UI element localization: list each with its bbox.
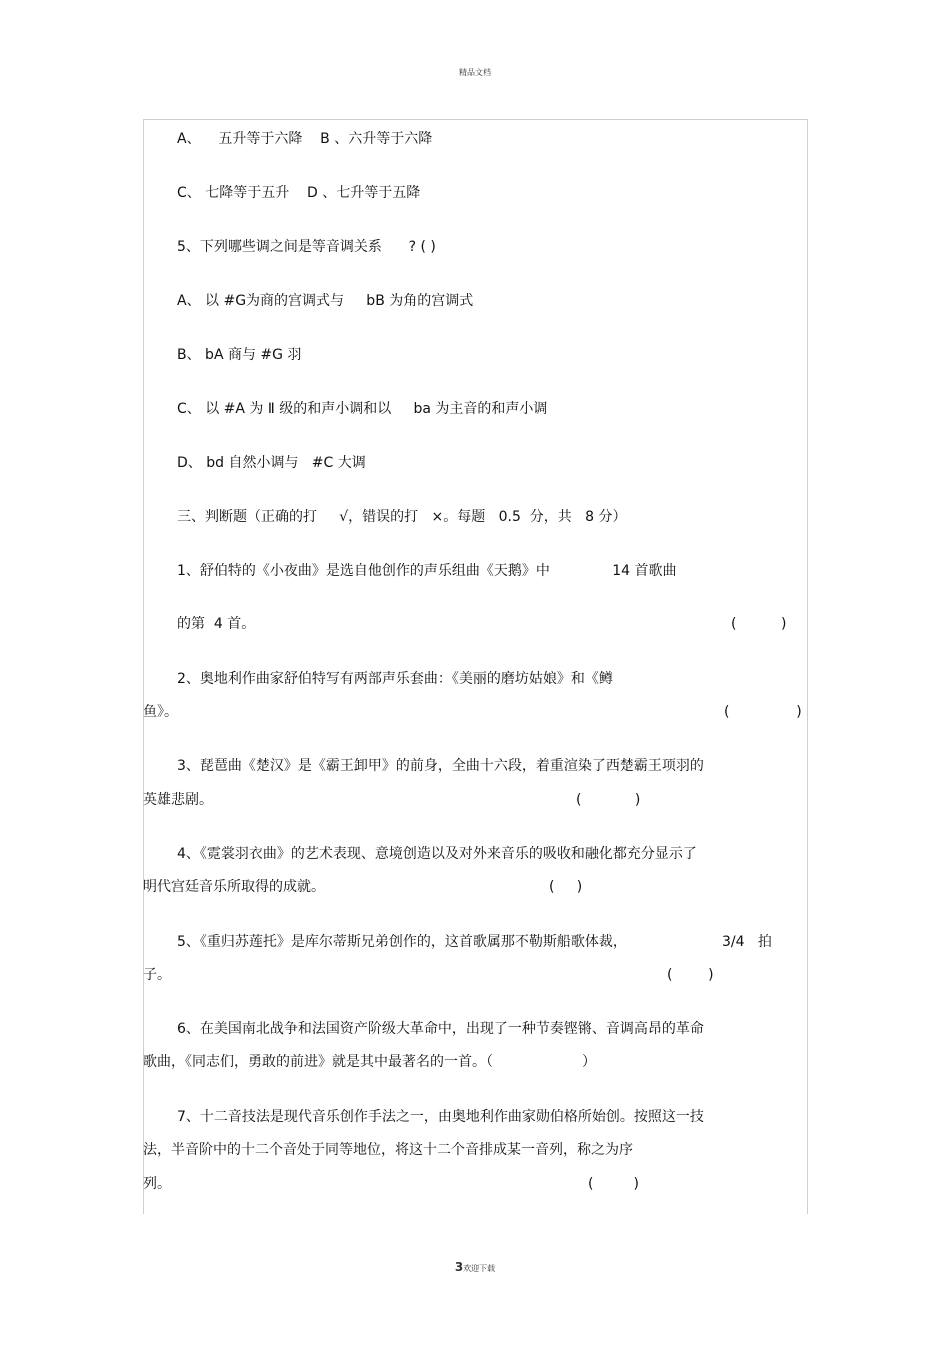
item-3-answer-blank: ( )	[576, 792, 641, 808]
item-5-time-signature: 3/4 拍	[722, 934, 772, 950]
page-header: 精品文档	[459, 68, 491, 77]
question-5-option-c: C、 以 #A 为 Ⅱ 级的和声小调和以 ba 为主音的和声小调	[177, 401, 548, 417]
item-5-answer-blank: ( )	[667, 967, 714, 983]
item-7-answer-blank: ( )	[588, 1176, 639, 1192]
page-footer	[0, 1260, 950, 1274]
item-4-line-1: 4、《霓裳羽衣曲》的艺术表现、意境创造以及对外来音乐的吸收和融化都充分显示了	[177, 846, 697, 862]
item-6-line-1: 6、在美国南北战争和法国资产阶级大革命中，出现了一种节奏铿锵、音调高昂的革命	[177, 1021, 704, 1037]
question-5-option-a: A、 以 #G为商的宫调式与 bB 为角的宫调式	[177, 293, 474, 309]
item-2-line-2: 鱼》。	[143, 704, 178, 720]
footer-text: 欢迎下载	[463, 1264, 496, 1273]
question-5-option-d: D、 bd 自然小调与 #C 大调	[177, 455, 366, 471]
item-7-line-2: 法，半音阶中的十二个音处于同等地位，将这十二个音排成某一音列，称之为序	[143, 1142, 633, 1158]
item-2-answer-blank: ( )	[724, 704, 802, 720]
item-4-line-2: 明代宫廷音乐所取得的成就。	[143, 879, 325, 895]
question-5-stem: 5、下列哪些调之间是等音调关系 ? ( )	[177, 239, 436, 255]
item-1-line-1: 1、舒伯特的《小夜曲》是选自他创作的声乐组曲《天鹅》中 14 首歌曲	[177, 563, 677, 579]
option-c-d: C、 七降等于五升 D 、七升等于五降	[177, 185, 421, 201]
item-2-line-1: 2、奥地利作曲家舒伯特写有两部声乐套曲：《美丽的磨坊姑娘》和《鳟	[177, 671, 613, 687]
question-5-option-b: B、 bA 商与 #G 羽	[177, 347, 302, 363]
item-7-line-3: 列。	[143, 1176, 171, 1192]
item-4-answer-blank: ( )	[549, 879, 583, 895]
item-5-line-2: 子。	[143, 967, 171, 983]
content-frame	[143, 119, 808, 1214]
section-3-title: 三、判断题（正确的打 √，错误的打 ×。每题 0.5 分，共 8 分）	[177, 509, 627, 525]
item-3-line-1: 3、琵琶曲《楚汉》是《霸王卸甲》的前身，全曲十六段，着重渲染了西楚霸王项羽的	[177, 758, 704, 774]
option-a-b: A、 五升等于六降 B 、六升等于六降	[177, 131, 433, 147]
item-7-line-1: 7、十二音技法是现代音乐创作手法之一，由奥地利作曲家勋伯格所始创。按照这一技	[177, 1109, 704, 1125]
item-6-line-2: 歌曲，《同志们，勇敢的前进》就是其中最著名的一首。（ ）	[143, 1054, 597, 1070]
page-number: 3	[454, 1260, 464, 1274]
item-3-line-2: 英雄悲剧。	[143, 792, 213, 808]
item-1-line-2: 的第 4 首。	[177, 616, 256, 632]
item-5-line-1: 5、《重归苏莲托》是库尔蒂斯兄弟创作的，这首歌属那不勒斯船歌体裁，	[177, 934, 627, 950]
item-1-answer-blank: ( )	[731, 616, 787, 632]
